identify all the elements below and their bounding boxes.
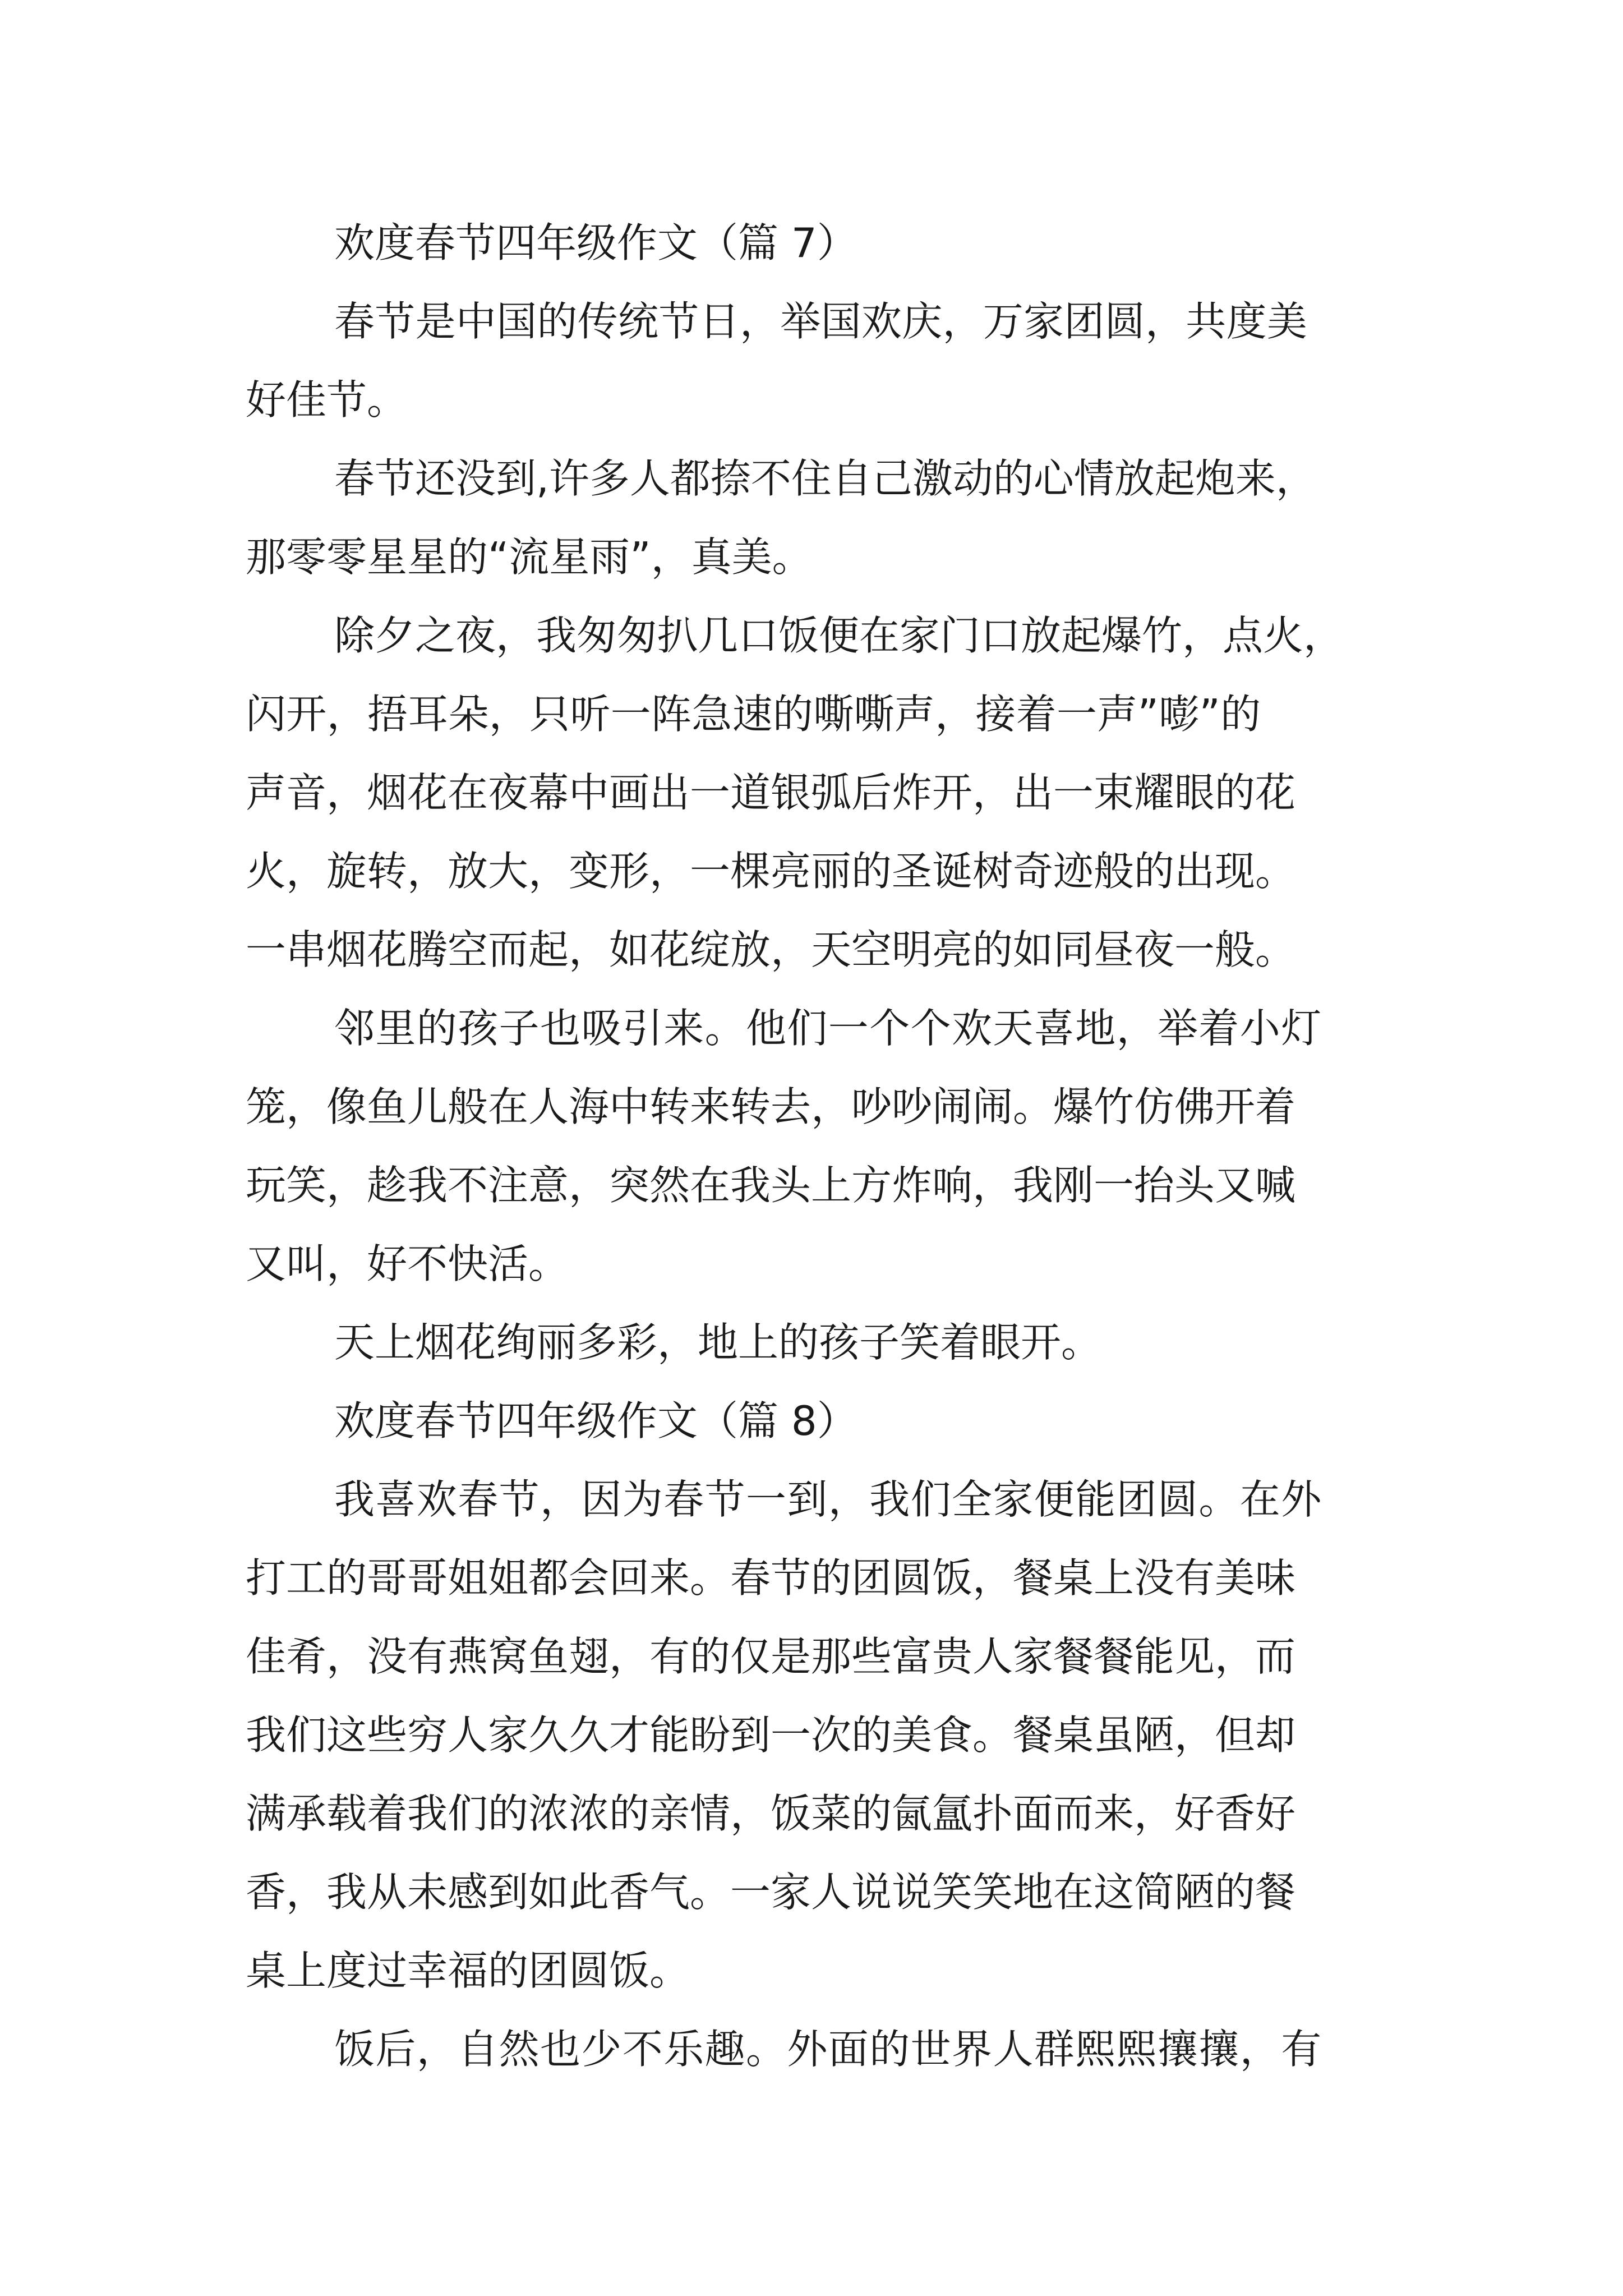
text-line: 我们这些穷人家久久才能盼到一次的美食。餐桌虽陋，但却 bbox=[246, 1711, 1296, 1759]
text-line: 好佳节。 bbox=[246, 376, 408, 424]
paragraph-line bbox=[0, 1783, 1623, 1844]
text-line: 那零零星星的“流星雨”，真美。 bbox=[246, 533, 813, 581]
text-line: 香，我从未感到如此香气。一家人说说笑笑地在这简陋的餐 bbox=[246, 1869, 1296, 1916]
paragraph-line bbox=[0, 1076, 1623, 1138]
text-line: 欢度春节四年级作文（篇 8） bbox=[334, 1397, 857, 1444]
paragraph-line bbox=[0, 1861, 1623, 1923]
paragraph-line bbox=[0, 605, 1623, 666]
paragraph-line bbox=[0, 1547, 1623, 1609]
text-line: 除夕之夜，我匆匆扒几口饭便在家门口放起爆竹，点火， bbox=[334, 612, 1344, 659]
text-line: 笼，像鱼儿般在人海中转来转去，吵吵闹闹。爆竹仿佛开着 bbox=[246, 1083, 1296, 1130]
paragraph-line bbox=[0, 840, 1623, 902]
text-line: 饭后，自然也少不乐趣。外面的世界人群熙熙攘攘，有 bbox=[334, 2026, 1322, 2073]
text-line: 玩笑，趁我不注意，突然在我头上方炸响，我刚一抬头又喊 bbox=[246, 1162, 1296, 1209]
paragraph-line bbox=[0, 369, 1623, 431]
paragraph-line bbox=[0, 1233, 1623, 1295]
text-line: 佳肴，没有燕窝鱼翅，有的仅是那些富贵人家餐餐能见，而 bbox=[246, 1633, 1296, 1680]
paragraph-line bbox=[0, 1154, 1623, 1216]
paragraph-line bbox=[0, 526, 1623, 588]
paragraph-line bbox=[0, 919, 1623, 981]
paragraph-line bbox=[0, 1704, 1623, 1766]
paragraph-line bbox=[0, 1626, 1623, 1687]
paragraph-line bbox=[0, 291, 1623, 352]
text-line: 一串烟花腾空而起，如花绽放，天空明亮的如同昼夜一般。 bbox=[246, 926, 1296, 973]
text-line: 春节是中国的传统节日，举国欢庆，万家团圆，共度美 bbox=[334, 298, 1308, 345]
text-line: 桌上度过幸福的团圆饭。 bbox=[246, 1947, 690, 1994]
paragraph-line bbox=[0, 683, 1623, 745]
essay-title-7 bbox=[0, 212, 1623, 274]
text-line: 又叫，好不快活。 bbox=[246, 1240, 569, 1287]
paragraph-line bbox=[0, 1312, 1623, 1373]
paragraph-line bbox=[0, 997, 1623, 1059]
paragraph-line bbox=[0, 1469, 1623, 1530]
text-line: 闪开，捂耳朵，只听一阵急速的嘶嘶声，接着一声”嘭”的 bbox=[246, 691, 1261, 738]
text-line: 欢度春节四年级作文（篇 7） bbox=[334, 219, 857, 266]
text-line: 声音，烟花在夜幕中画出一道银弧后炸开，出一束耀眼的花 bbox=[246, 769, 1296, 816]
text-line: 春节还没到,许多人都捺不住自己激动的心情放起炮来， bbox=[334, 455, 1316, 502]
paragraph-line bbox=[0, 762, 1623, 823]
text-line: 火，旋转，放大，变形，一棵亮丽的圣诞树奇迹般的出现。 bbox=[246, 848, 1296, 895]
paragraph-line bbox=[0, 1940, 1623, 2001]
text-line: 我喜欢春节，因为春节一到，我们全家便能团圆。在外 bbox=[334, 1476, 1322, 1523]
text-line: 邻里的孩子也吸引来。他们一个个欢天喜地，举着小灯 bbox=[334, 1005, 1322, 1052]
text-line: 打工的哥哥姐姐都会回来。春节的团圆饭，餐桌上没有美味 bbox=[246, 1554, 1296, 1602]
text-line: 满承载着我们的浓浓的亲情，饭菜的氤氲扑面而来，好香好 bbox=[246, 1790, 1296, 1837]
text-line: 天上烟花绚丽多彩，地上的孩子笑着眼开。 bbox=[334, 1319, 1102, 1366]
paragraph-line bbox=[0, 2018, 1623, 2080]
paragraph-line bbox=[0, 448, 1623, 509]
essay-title-8 bbox=[0, 1390, 1623, 1452]
